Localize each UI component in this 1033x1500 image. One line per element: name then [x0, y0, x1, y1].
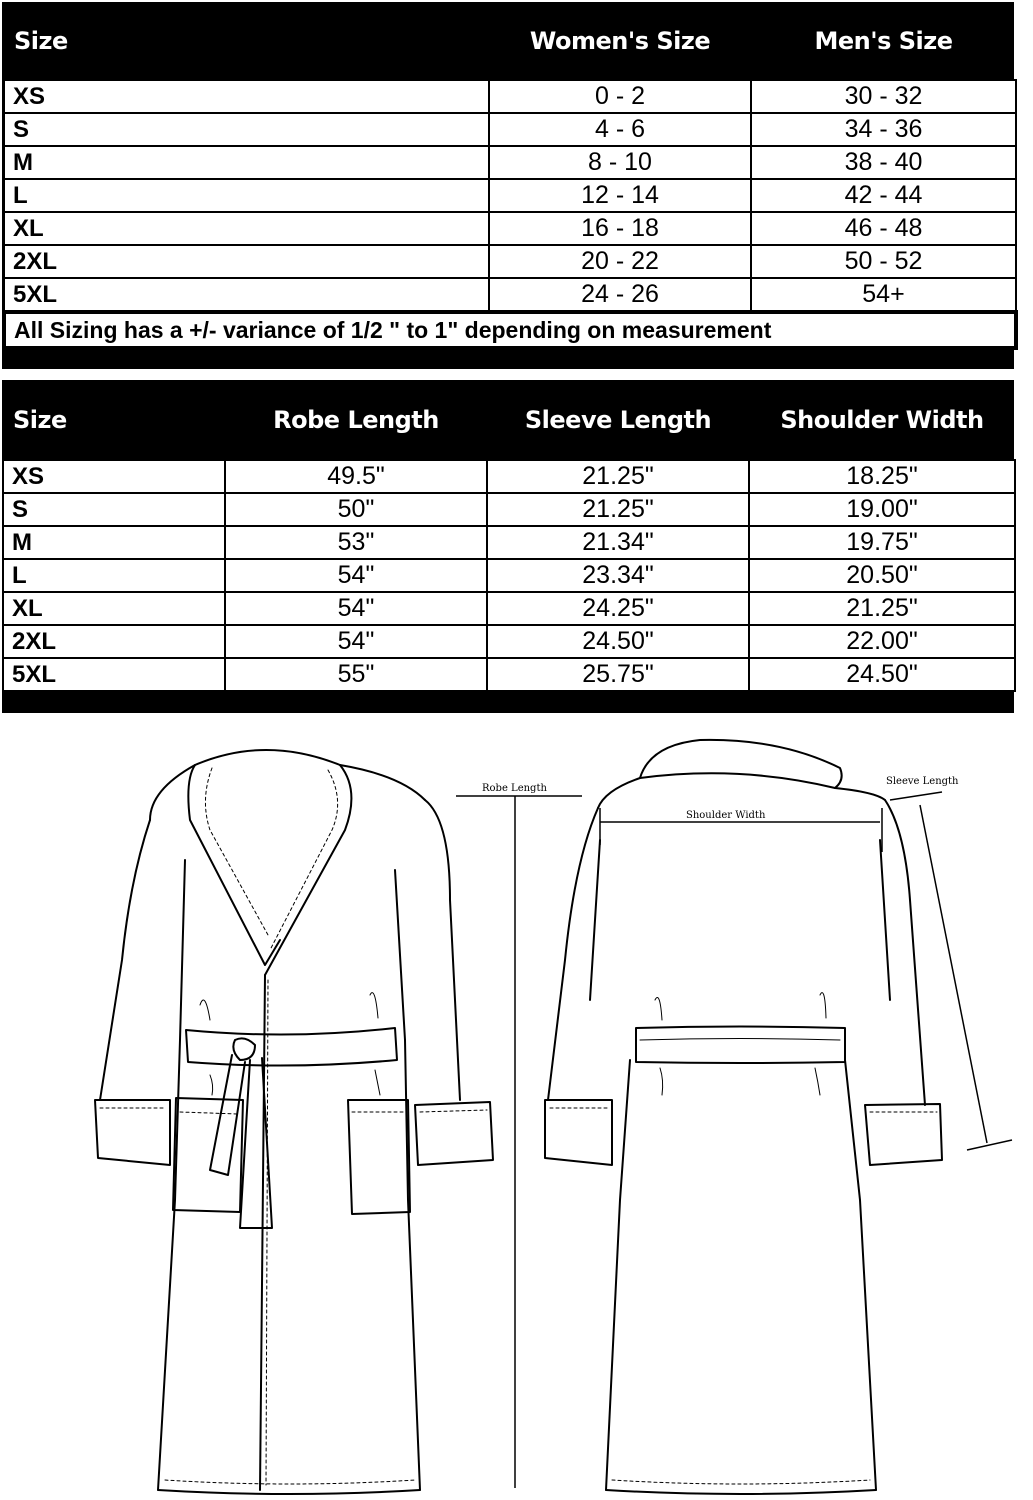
header-size: Size — [13, 405, 67, 434]
size-cell: M — [3, 526, 225, 559]
robe-length-cell: 49.5" — [225, 460, 487, 493]
measure-table-header — [3, 380, 1015, 460]
size-cell: 5XL — [3, 658, 225, 691]
table-row — [4, 80, 1016, 113]
sleeve-length-cell: 23.34" — [487, 559, 749, 592]
size-cell: 2XL — [3, 625, 225, 658]
table-row — [3, 625, 1015, 658]
size-cell: XS — [3, 460, 225, 493]
sleeve-length-label: Sleeve Length — [886, 776, 959, 787]
table-row — [4, 245, 1016, 278]
robe-length-cell: 54" — [225, 625, 487, 658]
robe-length-cell: 54" — [225, 592, 487, 625]
womens-size-cell: 12 - 14 — [489, 179, 751, 212]
sleeve-length-cell: 24.25" — [487, 592, 749, 625]
size-cell: 2XL — [4, 245, 489, 278]
size-cell: XL — [4, 212, 489, 245]
mens-size-cell: 46 - 48 — [751, 212, 1016, 245]
table-row — [3, 592, 1015, 625]
sleeve-length-cell: 21.34" — [487, 526, 749, 559]
womens-size-cell: 20 - 22 — [489, 245, 751, 278]
womens-size-cell: 4 - 6 — [489, 113, 751, 146]
size-cell: S — [4, 113, 489, 146]
sleeve-length-cell: 21.25" — [487, 460, 749, 493]
variance-note-row — [4, 312, 1016, 348]
header-shoulder-width: Shoulder Width — [780, 405, 984, 434]
womens-size-cell: 0 - 2 — [489, 80, 751, 113]
shoulder-width-cell: 22.00" — [749, 625, 1015, 658]
shoulder-width-cell: 19.75" — [749, 526, 1015, 559]
robe-length-cell: 54" — [225, 559, 487, 592]
size-cell: XL — [3, 592, 225, 625]
shoulder-width-cell: 20.50" — [749, 559, 1015, 592]
table-row — [4, 212, 1016, 245]
table-row — [3, 658, 1015, 691]
robe-length-cell: 53" — [225, 526, 487, 559]
shoulder-width-cell: 21.25" — [749, 592, 1015, 625]
mens-size-cell: 38 - 40 — [751, 146, 1016, 179]
robe-diagram — [0, 725, 1033, 1500]
table-row — [4, 278, 1016, 312]
shoulder-width-cell: 24.50" — [749, 658, 1015, 691]
robe-length-cell: 50" — [225, 493, 487, 526]
robe-length-cell: 55" — [225, 658, 487, 691]
mens-size-cell: 42 - 44 — [751, 179, 1016, 212]
table-row — [3, 493, 1015, 526]
size-cell: L — [4, 179, 489, 212]
mens-size-cell: 54+ — [751, 278, 1016, 312]
header-womens-size: Women's Size — [529, 26, 711, 55]
size-cell: L — [3, 559, 225, 592]
mens-size-cell: 34 - 36 — [751, 113, 1016, 146]
header-size: Size — [14, 26, 68, 55]
womens-size-cell: 16 - 18 — [489, 212, 751, 245]
sleeve-length-cell: 21.25" — [487, 493, 749, 526]
table-row — [3, 460, 1015, 493]
header-mens-size: Men's Size — [814, 26, 953, 55]
size-cell: 5XL — [4, 278, 489, 312]
sleeve-length-cell: 24.50" — [487, 625, 749, 658]
mens-size-cell: 30 - 32 — [751, 80, 1016, 113]
measurement-table — [2, 380, 1014, 713]
size-cell: M — [4, 146, 489, 179]
size-conversion-table — [2, 2, 1014, 369]
table-row — [3, 526, 1015, 559]
table-row — [4, 113, 1016, 146]
womens-size-cell: 8 - 10 — [489, 146, 751, 179]
sleeve-length-cell: 25.75" — [487, 658, 749, 691]
size-table-header — [4, 2, 1016, 80]
header-robe-length: Robe Length — [273, 405, 439, 434]
header-sleeve-length: Sleeve Length — [524, 405, 712, 434]
womens-size-cell: 24 - 26 — [489, 278, 751, 312]
robe-front-drawing — [95, 750, 493, 1494]
shoulder-width-cell: 19.00" — [749, 493, 1015, 526]
robe-back-drawing — [545, 740, 942, 1494]
size-cell: XS — [4, 80, 489, 113]
sleeve-length-line — [920, 805, 987, 1143]
table-row — [4, 146, 1016, 179]
mens-size-cell: 50 - 52 — [751, 245, 1016, 278]
table-row — [4, 179, 1016, 212]
size-cell: S — [3, 493, 225, 526]
shoulder-width-label: Shoulder Width — [686, 810, 766, 821]
table-row — [3, 559, 1015, 592]
robe-length-label: Robe Length — [482, 783, 547, 794]
shoulder-width-cell: 18.25" — [749, 460, 1015, 493]
variance-note: All Sizing has a +/- variance of 1/2 " to 1" depending on measurement — [4, 312, 1016, 348]
